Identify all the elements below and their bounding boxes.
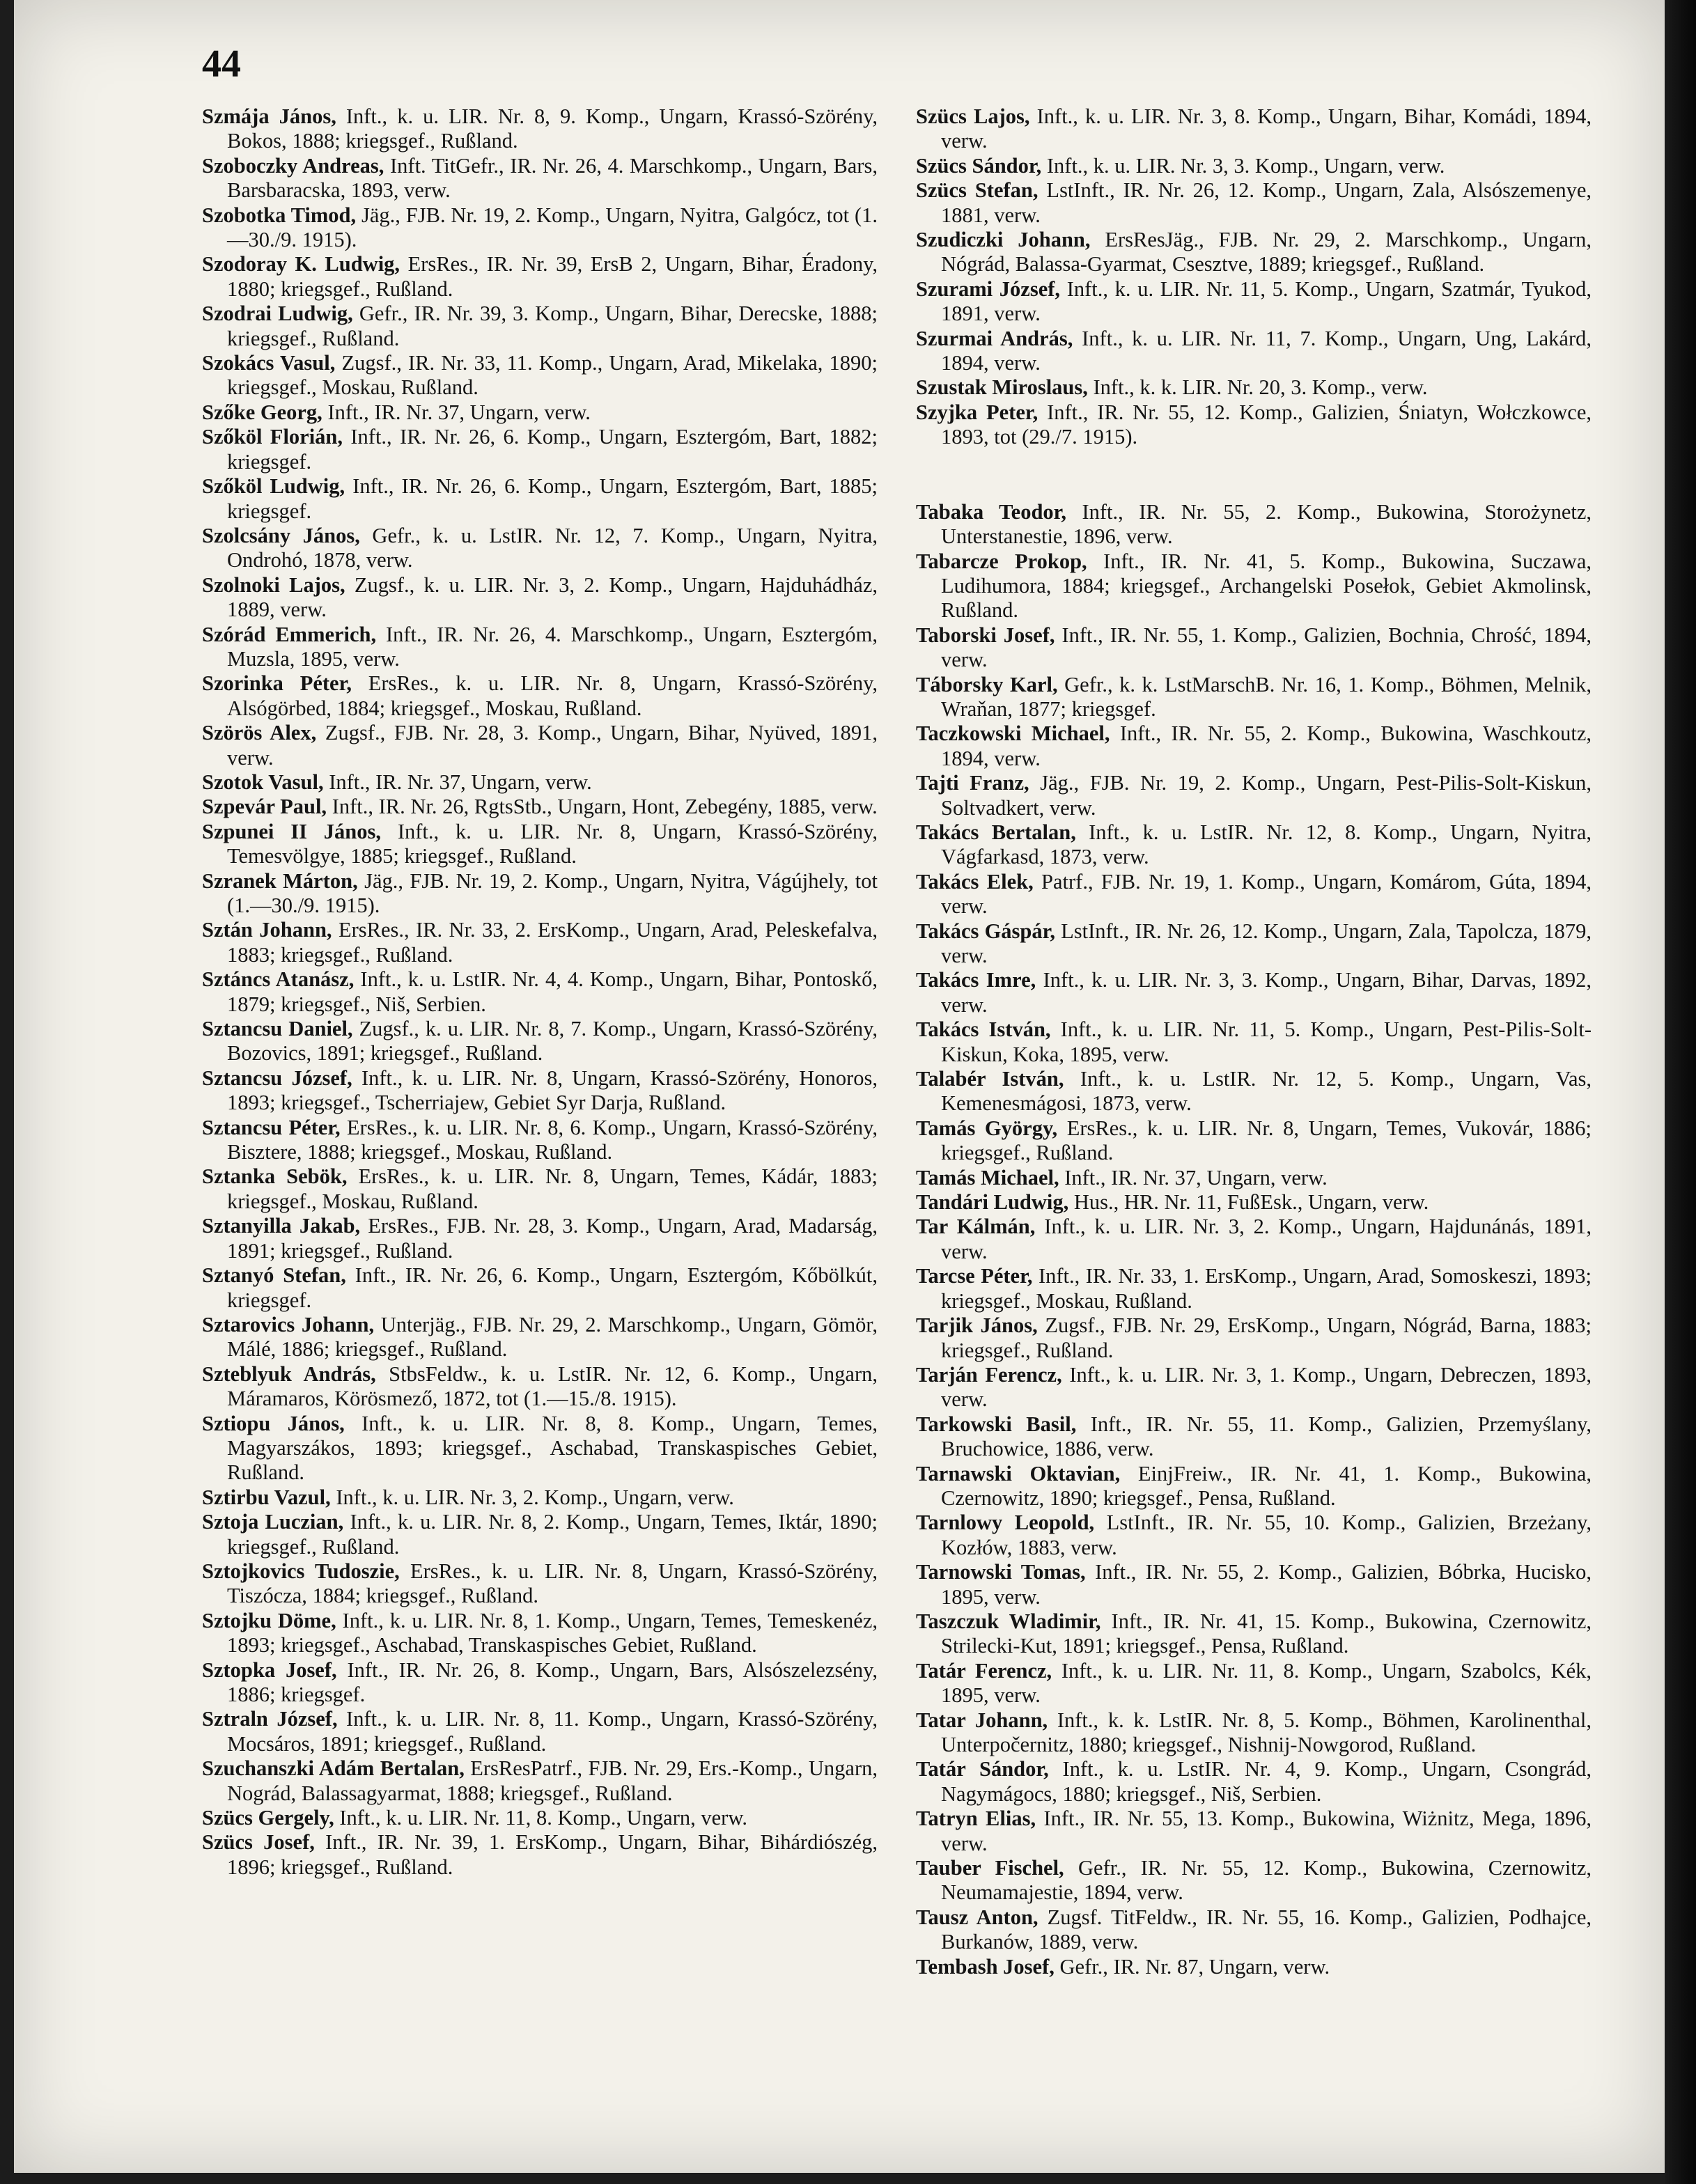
register-entry [202, 1756, 878, 1806]
register-entry [916, 1560, 1592, 1609]
entry-details: Gefr., IR. Nr. 55, 12. Komp., Bukowina, Czernowitz, Neumamajestie, 1894, verw. [941, 1856, 1592, 1905]
register-entry [916, 375, 1592, 400]
entry-name: Táborsky Karl, [916, 672, 1058, 696]
entry-details: Inft., IR. Nr. 55, 2. Komp., Bukowina, Storożynetz, Unterstanestie, 1896, verw. [941, 499, 1592, 549]
entry-details: Inft., k. k. LIR. Nr. 20, 3. Komp., verw. [1087, 375, 1428, 400]
register-entry [202, 1830, 878, 1880]
entry-details: Inft., IR. Nr. 55, 1. Komp., Galizien, Bochnia, Chrość, 1894, verw. [941, 623, 1592, 672]
entry-details: Jäg., FJB. Nr. 19, 2. Komp., Ungarn, Nyitra, Galgócz, tot (1.—30./9. 1915). [227, 203, 878, 252]
entry-name: Szolcsány János, [202, 523, 360, 547]
register-entry [202, 203, 878, 253]
entry-details: Inft., k. u. LIR. Nr. 11, 7. Komp., Ungarn, Ung, Lakárd, 1894, verw. [941, 326, 1592, 375]
register-entry [916, 1708, 1592, 1758]
register-entry [202, 1116, 878, 1165]
entry-name: Szuchanszki Adám Bertalan, [202, 1756, 465, 1781]
entry-name: Szpevár Paul, [202, 795, 327, 819]
register-entry [202, 1263, 878, 1313]
register-entry [202, 1485, 878, 1510]
entry-details: ErsRes., k. u. LIR. Nr. 8, Ungarn, Krassó-Szörény, Tiszócza, 1884; kriegsgef., Rußland. [227, 1559, 878, 1608]
entry-name: Takács Gáspár, [916, 919, 1055, 943]
entry-details: Inft., IR. Nr. 26, 6. Komp., Ungarn, Esztergóm, Bart, 1882; kriegsgef. [227, 425, 878, 474]
entry-name: Szodoray K. Ludwig, [202, 252, 400, 276]
entry-name: Tamás György, [916, 1116, 1058, 1140]
entry-details: Inft., IR. Nr. 26, 6. Komp., Ungarn, Esztergóm, Bart, 1885; kriegsgef. [227, 474, 878, 523]
entry-name: Tatár Sándor, [916, 1757, 1049, 1781]
entry-details: Inft., k. u. LIR. Nr. 3, 8. Komp., Ungarn, Bihar, Komádi, 1894, verw. [941, 104, 1592, 153]
entry-details: Inft., k. u. LIR. Nr. 8, 2. Komp., Ungarn, Temes, Iktár, 1890; kriegsgef., Rußland. [227, 1510, 878, 1559]
entry-details: LstInft., IR. Nr. 55, 10. Komp., Galizien, Brzeżany, Kozłów, 1883, verw. [941, 1511, 1592, 1559]
entry-name: Talabér István, [916, 1067, 1064, 1091]
register-entry [916, 1955, 1592, 1979]
register-entry [916, 623, 1592, 673]
entry-details: Gefr., IR. Nr. 87, Ungarn, verw. [1054, 1954, 1330, 1979]
register-entry [916, 104, 1592, 154]
entry-name: Tarnlowy Leopold, [916, 1511, 1095, 1535]
entry-name: Tar Kálmán, [916, 1215, 1036, 1239]
register-entry [916, 1905, 1592, 1955]
entry-details: Zugsf., k. u. LIR. Nr. 3, 2. Komp., Ungarn, Hajduhádház, 1889, verw. [227, 572, 878, 622]
entry-name: Sztojkovics Tudoszie, [202, 1559, 400, 1583]
register-entry [916, 154, 1592, 178]
entry-name: Sztáncs Atanász, [202, 967, 355, 992]
register-entry [916, 870, 1592, 919]
entry-name: Szudiczki Johann, [916, 228, 1091, 252]
register-entry [202, 425, 878, 474]
page-number: 44 [202, 42, 241, 86]
register-entry [916, 1659, 1592, 1708]
register-entry [202, 104, 878, 154]
entry-name: Szorinka Péter, [202, 671, 352, 696]
entry-name: Tarnawski Oktavian, [916, 1461, 1121, 1485]
entry-name: Tauber Fischel, [916, 1856, 1064, 1880]
entry-details: Inft. TitGefr., IR. Nr. 26, 4. Marschkomp., Ungarn, Bars, Barsbaracska, 1893, verw. [227, 153, 878, 203]
entry-name: Tamás Michael, [916, 1165, 1059, 1190]
entry-details: Inft., k. u. LIR. Nr. 3, 2. Komp., Ungarn, verw. [330, 1485, 734, 1509]
entry-name: Takács István, [916, 1017, 1051, 1042]
register-entry [916, 277, 1592, 327]
entry-details: Inft., IR. Nr. 55, 11. Komp., Galizien, Przemyślany, Bruchowice, 1886, verw. [941, 1412, 1592, 1461]
entry-name: Tajti Franz, [916, 771, 1029, 795]
register-entry [916, 327, 1592, 376]
register-entry [916, 771, 1592, 820]
entry-details: Inft., k. k. LstIR. Nr. 8, 5. Komp., Böhmen, Karolinenthal, Unterpočernitz, 1880; kriegsgef., Nishnij-Nowgorod, Rußland. [941, 1708, 1592, 1756]
document-page [14, 0, 1665, 2173]
register-entry [202, 1510, 878, 1559]
entry-name: Taszczuk Wladimir, [916, 1609, 1101, 1633]
entry-details: ErsRes., k. u. LIR. Nr. 8, Ungarn, Temes, Kádár, 1883; kriegsgef., Moskau, Rußland. [227, 1164, 878, 1213]
register-entry [202, 967, 878, 1017]
register-entry [202, 869, 878, 919]
entry-details: Inft., k. u. LIR. Nr. 3, 1. Komp., Ungarn, Debreczen, 1893, verw. [941, 1362, 1592, 1412]
entry-name: Sztancsu Daniel, [202, 1017, 353, 1041]
entry-details: ErsRes., IR. Nr. 39, ErsB 2, Ungarn, Bihar, Éradony, 1880; kriegsgef., Rußland. [227, 252, 878, 301]
entry-details: ErsRes., k. u. LIR. Nr. 8, 6. Komp., Ungarn, Krassó-Szörény, Bisztere, 1888; kriegsgef., Moskau, Rußland. [227, 1115, 878, 1164]
entry-name: Tembash Josef, [916, 1954, 1055, 1979]
entry-name: Sztirbu Vazul, [202, 1485, 331, 1509]
entry-name: Szórád Emmerich, [202, 622, 377, 646]
entry-details: Gefr., k. u. LstIR. Nr. 12, 7. Komp., Ungarn, Nyitra, Ondrohó, 1878, verw. [227, 523, 878, 572]
register-entry [202, 1066, 878, 1116]
entry-name: Szyjka Peter, [916, 400, 1038, 424]
register-entry [202, 1313, 878, 1362]
entry-details: Zugsf., FJB. Nr. 28, 3. Komp., Ungarn, Bihar, Nyüved, 1891, verw. [227, 721, 878, 770]
register-entry [916, 673, 1592, 722]
entry-details: Inft., k. u. LIR. Nr. 11, 8. Komp., Ungarn, verw. [334, 1806, 747, 1830]
entry-details: LstInft., IR. Nr. 26, 12. Komp., Ungarn, Zala, Tapolcza, 1879, verw. [941, 919, 1592, 967]
entry-details: Inft., IR. Nr. 39, 1. ErsKomp., Ungarn, Bihar, Bihárdiószég, 1896; kriegsgef., Rußland. [227, 1830, 878, 1879]
entry-details: Inft., k. u. LIR. Nr. 11, 5. Komp., Ungarn, Szatmár, Tyukod, 1891, verw. [941, 276, 1592, 326]
register-entry [916, 1412, 1592, 1462]
entry-details: EinjFreiw., IR. Nr. 41, 1. Komp., Bukowina, Czernowitz, 1890; kriegsgef., Pensa, Rußland. [941, 1461, 1592, 1510]
entry-details: Inft., k. u. LIR. Nr. 11, 5. Komp., Ungarn, Pest-Pilis-Solt-Kiskun, Koka, 1895, verw. [941, 1017, 1592, 1066]
entry-name: Szőköl Ludwig, [202, 474, 345, 499]
entry-name: Szücs Josef, [202, 1830, 315, 1855]
entry-name: Szteblyuk András, [202, 1362, 376, 1386]
entry-name: Tarnowski Tomas, [916, 1560, 1086, 1584]
entry-details: Jäg., FJB. Nr. 19, 2. Komp., Ungarn, Pest-Pilis-Solt-Kiskun, Soltvadkert, verw. [941, 771, 1592, 820]
entry-name: Szőköl Florián, [202, 425, 343, 449]
entry-name: Taczkowski Michael, [916, 722, 1110, 746]
register-entry [202, 351, 878, 400]
register-entry [916, 1313, 1592, 1363]
entry-details: Inft., k. u. LIR. Nr. 3, 3. Komp., Ungarn, verw. [1041, 153, 1445, 178]
register-entry [202, 820, 878, 869]
register-entry [916, 1264, 1592, 1313]
entry-details: Inft., k. u. LIR. Nr. 8, 8. Komp., Ungarn, Temes, Magyarszákos, 1893; kriegsgef., Aschabad, Transkaspisches Gebiet, Rußland. [227, 1411, 878, 1485]
register-entry [916, 400, 1592, 450]
register-entry [202, 770, 878, 795]
entry-name: Szücs Gergely, [202, 1806, 334, 1830]
entry-details: Inft., IR. Nr. 26, 4. Marschkomp., Ungarn, Esztergóm, Muzsla, 1895, verw. [227, 622, 878, 671]
register-entry [916, 968, 1592, 1017]
register-entry [202, 1214, 878, 1263]
entry-name: Szobotka Timod, [202, 203, 357, 227]
entry-name: Tabarcze Prokop, [916, 549, 1087, 573]
scan-edge-shadow [1665, 0, 1696, 2184]
register-entry [202, 623, 878, 672]
entry-details: Inft., k. u. LIR. Nr. 3, 2. Komp., Ungarn, Hajdunánás, 1891, verw. [941, 1215, 1592, 1263]
register-entry [202, 524, 878, 573]
entry-details: Zugsf., IR. Nr. 33, 11. Komp., Ungarn, Arad, Mikelaka, 1890; kriegsgef., Moskau, Rußland. [227, 351, 878, 400]
entry-details: Inft., k. u. LIR. Nr. 8, 11. Komp., Ungarn, Krassó-Szörény, Mocsáros, 1891; kriegsgef., Rußland. [227, 1707, 878, 1756]
entry-details: Inft., IR. Nr. 37, Ungarn, verw. [323, 770, 592, 794]
register-entry [202, 400, 878, 425]
register-entry [202, 1806, 878, 1830]
entry-name: Szücs Lajos, [916, 104, 1030, 128]
entry-name: Szokács Vasul, [202, 351, 336, 375]
entry-name: Takács Elek, [916, 869, 1034, 894]
entry-name: Szmája János, [202, 104, 336, 128]
entry-name: Szotok Vasul, [202, 770, 324, 794]
entry-name: Tarján Ferencz, [916, 1362, 1062, 1387]
entry-name: Sztarovics Johann, [202, 1312, 375, 1336]
entry-name: Szücs Stefan, [916, 178, 1038, 203]
entry-details: Inft., IR. Nr. 26, 6. Komp., Ungarn, Esztergóm, Kőbölkút, kriegsgef. [227, 1263, 878, 1312]
right-column-section-sz [916, 104, 1592, 450]
register-entry [916, 1116, 1592, 1166]
entry-name: Tandári Ludwig, [916, 1190, 1069, 1215]
entry-name: Takács Imre, [916, 968, 1036, 992]
register-entry [916, 1511, 1592, 1560]
register-entry [916, 1757, 1592, 1807]
register-entry [916, 1067, 1592, 1116]
entry-name: Szpunei II János, [202, 819, 382, 843]
entry-details: ErsRes., k. u. LIR. Nr. 8, Ungarn, Krassó-Szörény, Alsógörbed, 1884; kriegsgef., Moskau, Rußland. [227, 671, 878, 720]
entry-details: ErsRes., FJB. Nr. 28, 3. Komp., Ungarn, Arad, Madarság, 1891; kriegsgef., Rußland. [227, 1214, 878, 1263]
entry-details: Inft., IR. Nr. 55, 12. Komp., Galizien, Śniatyn, Wołczkowce, 1893, tot (29./7. 1915). [941, 400, 1592, 449]
register-entry [916, 1856, 1592, 1905]
entry-name: Sztoja Luczian, [202, 1510, 344, 1534]
register-entry [202, 795, 878, 819]
entry-name: Sztopka Josef, [202, 1658, 337, 1682]
entry-name: Taborski Josef, [916, 623, 1055, 647]
right-column-section-t [916, 500, 1592, 1979]
entry-name: Tabaka Teodor, [916, 499, 1067, 524]
entry-name: Tausz Anton, [916, 1905, 1038, 1929]
entry-name: Sztancsu Péter, [202, 1115, 341, 1139]
entry-details: Inft., k. u. LIR. Nr. 11, 8. Komp., Ungarn, Szabolcs, Kék, 1895, verw. [941, 1658, 1592, 1708]
register-entry [202, 918, 878, 967]
entry-name: Sztraln József, [202, 1707, 338, 1731]
register-entry [202, 573, 878, 623]
entry-details: Inft., k. u. LIR. Nr. 8, Ungarn, Krassó-Szörény, Honoros, 1893; kriegsgef., Tscherriajew, Gebiet Syr Darja, Rußland. [227, 1066, 878, 1115]
register-entry [202, 474, 878, 524]
entry-details: ErsResJäg., FJB. Nr. 29, 2. Marschkomp., Ungarn, Nógrád, Balassa-Gyarmat, Csesztve, 1889; kriegsgef., Rußland. [941, 228, 1592, 276]
entry-details: Inft., IR. Nr. 37, Ungarn, verw. [322, 400, 591, 424]
register-entry [202, 302, 878, 351]
entry-details: LstInft., IR. Nr. 26, 12. Komp., Ungarn, Zala, Alsószemenye, 1881, verw. [941, 178, 1592, 227]
register-entry [916, 1363, 1592, 1412]
entry-details: Inft., IR. Nr. 55, 2. Komp., Bukowina, Waschkoutz, 1894, verw. [941, 722, 1592, 770]
entry-name: Szoboczky Andreas, [202, 153, 384, 178]
register-entry [202, 1412, 878, 1485]
entry-details: Inft., k. u. LstIR. Nr. 4, 4. Komp., Ungarn, Bihar, Pontoskő, 1879; kriegsgef., Niš, Serbien. [227, 967, 878, 1016]
entry-name: Sztancsu József, [202, 1066, 352, 1090]
entry-name: Szurmai András, [916, 326, 1073, 350]
entry-name: Takács Bertalan, [916, 820, 1076, 844]
entry-details: Zugsf., FJB. Nr. 29, ErsKomp., Ungarn, Nógrád, Barna, 1883; kriegsgef., Rußland. [941, 1313, 1592, 1362]
entry-details: Gefr., k. k. LstMarschB. Nr. 16, 1. Komp., Böhmen, Melnik, Wraňan, 1877; kriegsgef. [941, 672, 1592, 721]
entry-details: Patrf., FJB. Nr. 19, 1. Komp., Ungarn, Komárom, Gúta, 1894, verw. [941, 869, 1592, 919]
entry-details: Hus., HR. Nr. 11, FußEsk., Ungarn, verw. [1068, 1190, 1429, 1215]
register-entry [916, 1462, 1592, 1511]
right-column [916, 104, 1592, 1979]
entry-details: Unterjäg., FJB. Nr. 29, 2. Marschkomp., Ungarn, Gömör, Málé, 1886; kriegsgef., Rußland. [227, 1312, 878, 1362]
entry-name: Szőke Georg, [202, 400, 322, 424]
register-entry [202, 721, 878, 770]
entry-name: Szücs Sándor, [916, 153, 1042, 178]
section-gap [916, 450, 1592, 500]
entry-name: Tarjik János, [916, 1313, 1038, 1338]
register-entry [916, 500, 1592, 549]
entry-name: Sztanka Sebök, [202, 1164, 348, 1189]
entry-details: Inft., IR. Nr. 33, 1. ErsKomp., Ungarn, Arad, Somoskeszi, 1893; kriegsgef., Moskau, Rußland. [941, 1264, 1592, 1313]
register-entry [202, 1707, 878, 1756]
entry-name: Sztán Johann, [202, 918, 332, 942]
entry-name: Tatar Johann, [916, 1708, 1048, 1732]
register-entry [202, 1559, 878, 1609]
entry-name: Tarcse Péter, [916, 1264, 1033, 1288]
entry-details: Inft., k. u. LstIR. Nr. 12, 8. Komp., Ungarn, Nyitra, Vágfarkasd, 1873, verw. [941, 820, 1592, 869]
register-entry [916, 1017, 1592, 1067]
register-entry [916, 1609, 1592, 1659]
entry-name: Sztanyó Stefan, [202, 1263, 346, 1288]
entry-details: Inft., k. u. LIR. Nr. 3, 3. Komp., Ungarn, Bihar, Darvas, 1892, verw. [941, 968, 1592, 1017]
entry-details: ErsResPatrf., FJB. Nr. 29, Ers.-Komp., Ungarn, Nográd, Balassagyarmat, 1888; kriegsgef., Rußland. [227, 1756, 878, 1805]
entry-details: Inft., k. u. LstIR. Nr. 4, 9. Komp., Ungarn, Csongrád, Nagymágocs, 1880; kriegsgef., Niš, Serbien. [941, 1757, 1592, 1806]
entry-details: Inft., IR. Nr. 37, Ungarn, verw. [1059, 1165, 1328, 1190]
entry-details: Inft., k. u. LIR. Nr. 8, Ungarn, Krassó-Szörény, Temesvölgye, 1885; kriegsgef., Rußland. [227, 819, 878, 868]
register-entry [202, 1658, 878, 1708]
entry-name: Tatryn Elias, [916, 1807, 1036, 1831]
entry-name: Szörös Alex, [202, 721, 317, 745]
register-entry [916, 1807, 1592, 1856]
register-entry [202, 671, 878, 721]
entry-details: Inft., k. u. LstIR. Nr. 12, 5. Komp., Ungarn, Vas, Kemenesmágosi, 1873, verw. [941, 1067, 1592, 1116]
entry-details: Jäg., FJB. Nr. 19, 2. Komp., Ungarn, Nyitra, Vágújhely, tot (1.—30./9. 1915). [227, 868, 878, 917]
entry-details: Inft., IR. Nr. 55, 2. Komp., Galizien, Bóbrka, Hucisko, 1895, verw. [941, 1560, 1592, 1609]
entry-name: Szurami József, [916, 276, 1061, 301]
entry-details: StbsFeldw., k. u. LstIR. Nr. 12, 6. Komp., Ungarn, Máramaros, Körösmező, 1872, tot (1.—15./8. 1915). [227, 1362, 878, 1411]
register-entry [202, 154, 878, 203]
entry-details: Inft., IR. Nr. 26, RgtsStb., Ungarn, Hont, Zebegény, 1885, verw. [327, 795, 878, 819]
register-entry [916, 820, 1592, 870]
entry-details: Inft., IR. Nr. 41, 5. Komp., Bukowina, Suczawa, Ludihumora, 1884; kriegsgef., Archangelski Posełok, Gebiet Akmolinsk, Rußland. [941, 549, 1592, 623]
left-column [202, 104, 878, 1880]
entry-details: Inft., IR. Nr. 26, 8. Komp., Ungarn, Bars, Alsószelezsény, 1886; kriegsgef. [227, 1658, 878, 1706]
register-entry [916, 1166, 1592, 1190]
entry-name: Szolnoki Lajos, [202, 572, 345, 597]
entry-details: Inft., IR. Nr. 41, 15. Komp., Bukowina, Czernowitz, Strilecki-Kut, 1891; kriegsgef., Pensa, Rußland. [941, 1609, 1592, 1658]
entry-details: Zugsf., k. u. LIR. Nr. 8, 7. Komp., Ungarn, Krassó-Szörény, Bozovics, 1891; kriegsgef., Rußland. [227, 1017, 878, 1066]
entry-name: Sztiopu János, [202, 1411, 345, 1435]
register-entry [202, 1164, 878, 1214]
register-entry [916, 1190, 1592, 1215]
entry-name: Sztojku Döme, [202, 1608, 336, 1632]
register-entry [916, 228, 1592, 277]
register-entry [202, 1609, 878, 1658]
entry-details: Zugsf. TitFeldw., IR. Nr. 55, 16. Komp., Galizien, Podhajce, Burkanów, 1889, verw. [941, 1905, 1592, 1954]
entry-name: Szodrai Ludwig, [202, 302, 353, 326]
register-entry [202, 252, 878, 302]
entry-name: Szranek Márton, [202, 868, 358, 893]
register-entry [916, 178, 1592, 228]
entry-details: ErsRes., k. u. LIR. Nr. 8, Ungarn, Temes, Vukovár, 1886; kriegsgef., Rußland. [941, 1116, 1592, 1165]
register-entry [916, 549, 1592, 623]
entry-name: Sztanyilla Jakab, [202, 1214, 361, 1238]
entry-details: Inft., k. u. LIR. Nr. 8, 9. Komp., Ungarn, Krassó-Szörény, Bokos, 1888; kriegsgef., Rußland. [227, 104, 878, 153]
entry-name: Tarkowski Basil, [916, 1412, 1077, 1436]
entry-details: Gefr., IR. Nr. 39, 3. Komp., Ungarn, Bihar, Derecske, 1888; kriegsgef., Rußland. [227, 302, 878, 350]
register-entry [202, 1362, 878, 1412]
register-entry [916, 919, 1592, 969]
entry-name: Szustak Miroslaus, [916, 375, 1088, 400]
register-entry [916, 722, 1592, 771]
entry-details: Inft., IR. Nr. 55, 13. Komp., Bukowina, Wiżnitz, Mega, 1896, verw. [941, 1807, 1592, 1855]
register-entry [202, 1017, 878, 1066]
entry-details: ErsRes., IR. Nr. 33, 2. ErsKomp., Ungarn, Arad, Peleskefalva, 1883; kriegsgef., Rußland. [227, 918, 878, 967]
register-entry [916, 1215, 1592, 1264]
entry-name: Tatár Ferencz, [916, 1658, 1052, 1683]
entry-details: Inft., k. u. LIR. Nr. 8, 1. Komp., Ungarn, Temes, Temeskenéz, 1893; kriegsgef., Aschabad, Transkaspisches Gebiet, Rußland. [227, 1608, 878, 1658]
